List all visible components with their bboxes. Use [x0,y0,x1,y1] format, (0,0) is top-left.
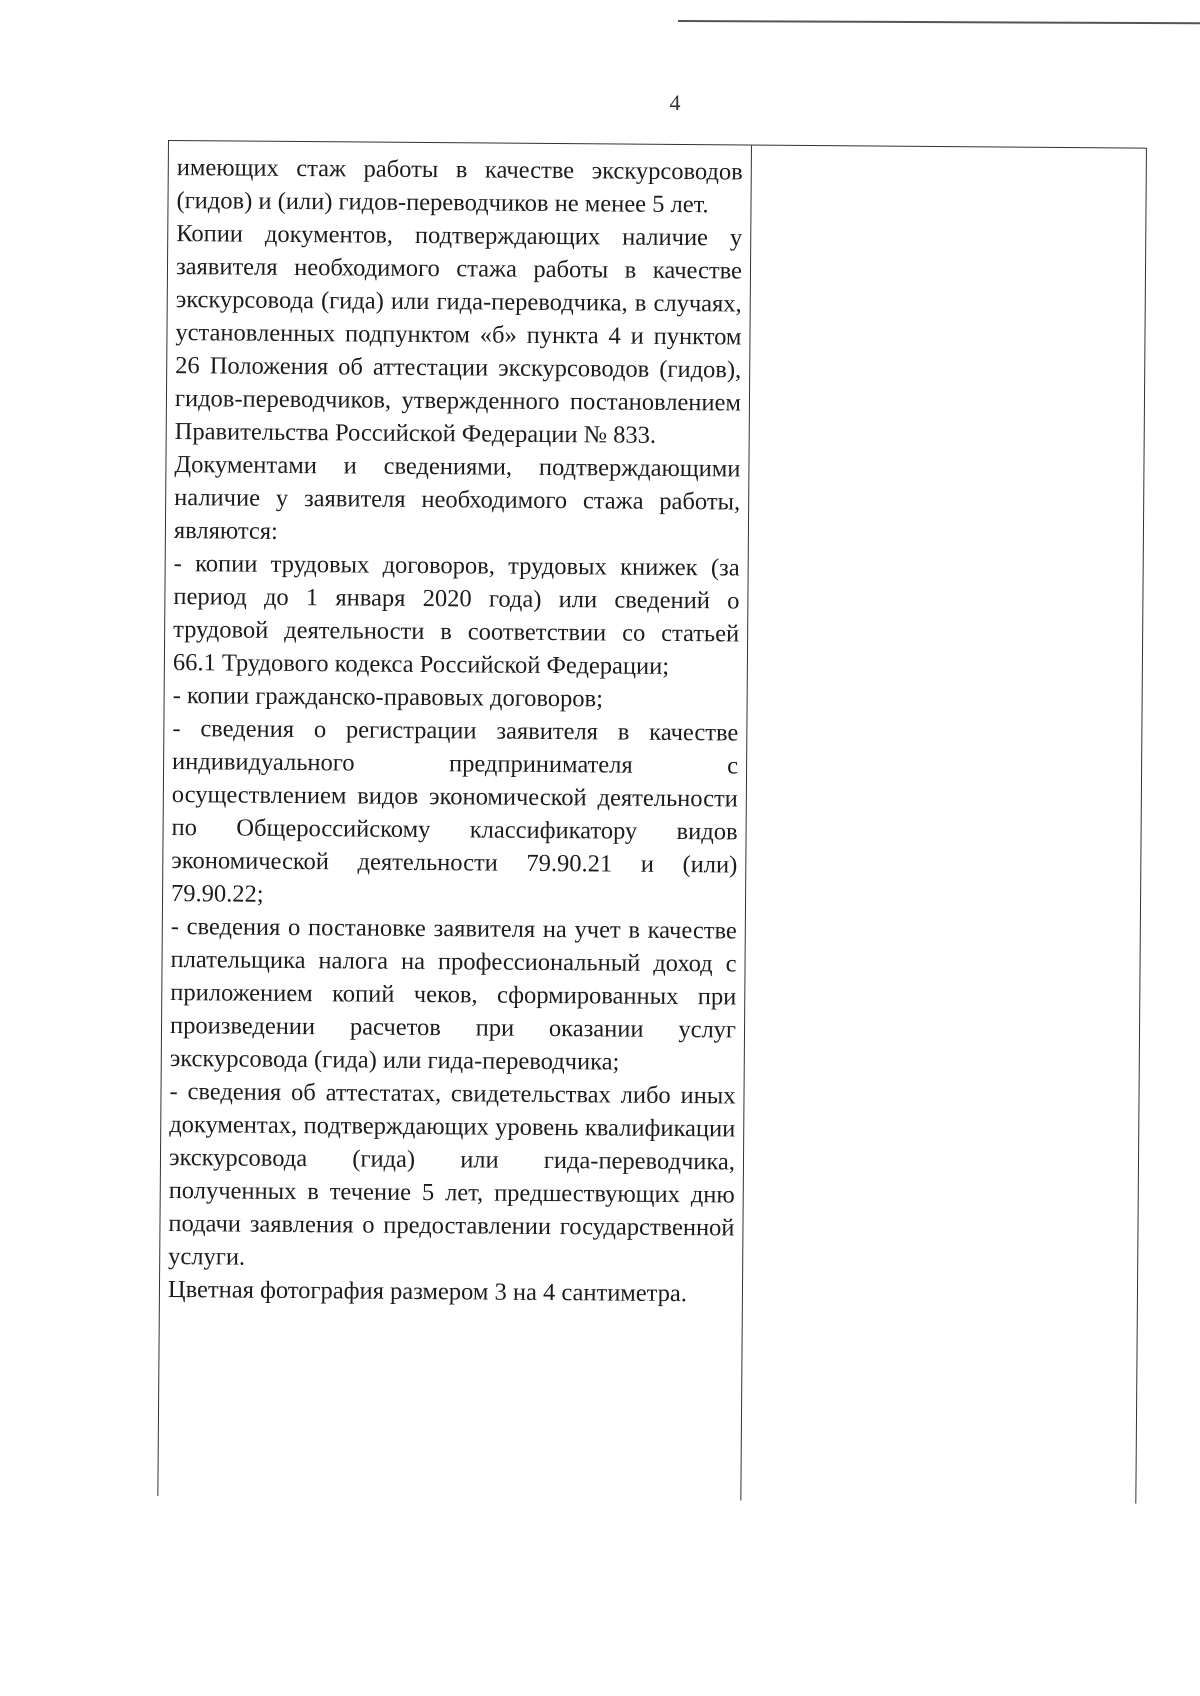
paragraph-documents-and-info: Документами и сведениями, подтверждающими наличие у заявителя необходимого стажа работы, являются: [173,451,741,545]
table-cell-empty [741,146,1147,1504]
paragraph-copies-of-documents: Копии документов, подтверждающих наличие у заявителя необходимого стажа работы в качестве экскурсовода (гида) или гида-переводчика, в случаях, установленных подпунктом «б» пункта 4 и пунктом 26 Положения об аттестации экскурсоводов (гидов), гидов-переводчиков, утвержденного постановлением Правительства Российской Федерации № 833. [174,220,743,449]
paragraph-experience-continuation: имеющих стаж работы в качестве экскурсоводов (гидов) и (или) гидов-переводчиков не менее 5 лет. [176,154,743,219]
paragraph-color-photo: Цветная фотография размером 3 на 4 сантиметра. [167,1276,688,1308]
page-number: 4 [669,90,681,115]
table-cell-requirements [157,141,752,1501]
list-item-tax-registration: - сведения о постановке заявителя на учет в качестве плательщика налога на профессиональный доход с приложением копий чеков, сформированных при произведении расчетов при оказании услуг экскурсовода (гида) или гида-переводчика; [169,913,737,1076]
list-item-civil-contracts: - копии гражданско-правовых договоров; [172,682,604,713]
list-item-qualification-certificates: - сведения об аттестатах, свидетельствах либо иных документах, подтверждающих уровень квалификации экскурсовода (гида) или гида-переводчика, полученных в течение 5 лет, предшествующих дню подачи заявления о предоставлении государственной услуги. [168,1078,736,1271]
document-table [157,140,1147,1504]
scan-edge-line [678,20,1200,24]
list-item-entrepreneur-registration: - сведения о регистрации заявителя в качестве индивидуального предпринимателя с осуществлением видов экономической деятельности по Общероссийскому классификатору видов экономической деятельности 79.90.21 и (или) 79.90.22; [170,715,739,908]
list-item-employment-contracts: - копии трудовых договоров, трудовых книжек (за период до 1 января 2020 года) или сведений о трудовой деятельности в соответствии со статьей 66.1 Трудового кодекса Российской Федерации; [172,550,740,680]
